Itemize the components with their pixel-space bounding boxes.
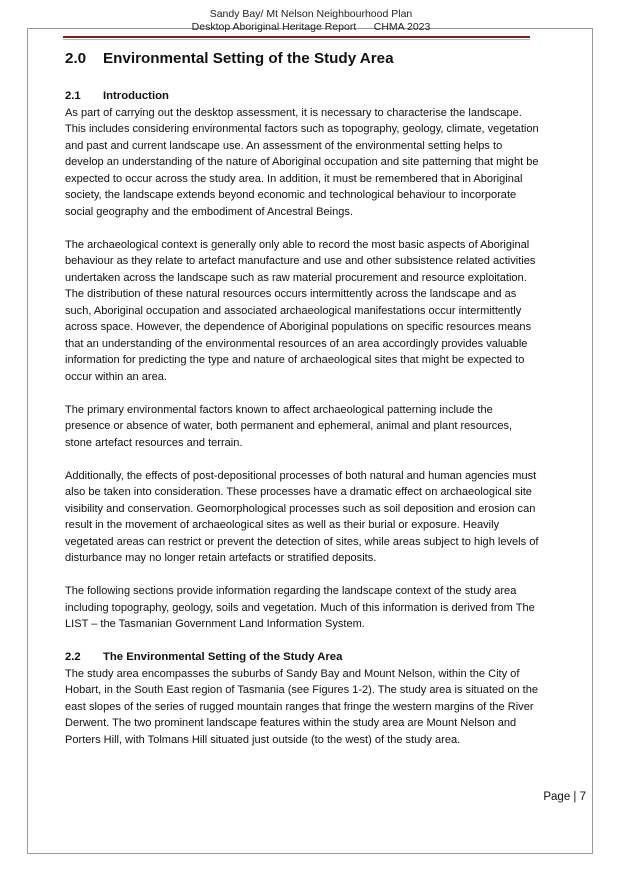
header-title: Sandy Bay/ Mt Nelson Neighbourhood Plan [209, 8, 413, 20]
header-subtitle: Desktop Aboriginal Heritage Report CHMA 2023 [191, 21, 431, 33]
page-number: Page | 7 [543, 791, 586, 803]
subsection-heading-environmental-setting [65, 649, 539, 666]
header-rule [63, 36, 530, 38]
subsection-number: 2.1 [65, 90, 81, 102]
paragraph: Additionally, the effects of post-depositional processes of both natural and human agencies must also be taken into consideration. These processes have a dramatic effect on archaeological site visibility and conservation. Geomorphological processes such as soil deposition and erosion can result in the movement of archaeological sites as well as their burial or exposure. Heavily vegetated areas can restrict or prevent the detection of sites, while areas subject to high levels of disturbance may no longer retain artefacts or stratified deposits. [65, 469, 539, 564]
section-number: 2.0 [65, 50, 87, 67]
subsection-number: 2.2 [65, 651, 81, 663]
paragraph: The following sections provide information regarding the landscape context of the study area including topography, geology, soils and vegetation. Much of this information is derived from The LIST – the Tasmanian Government Land Information System. [65, 585, 535, 630]
subsection-heading-introduction [65, 88, 539, 105]
page-header [0, 8, 622, 34]
page-content [65, 49, 539, 765]
subsection-title: Introduction [103, 90, 169, 102]
section-title: Environmental Setting of the Study Area [103, 50, 394, 67]
paragraph: The primary environmental factors known to affect archaeological patterning include the presence or absence of water, both permanent and ephemeral, animal and plant resources, stone artefact resources and terrain. [65, 403, 513, 449]
header-rule-thin [63, 39, 530, 40]
paragraph: The archaeological context is generally only able to record the most basic aspects of Aboriginal behaviour as they relate to artefact manufacture and use and other subsistence related activities undertaken across the landscape such as raw material procurement and resource exploitation. The distribution of these natural resources occurs intermittently across the landscape and as such, Aboriginal occupation and associated archaeological manifestations occur intermittently across space. However, the dependence of Aboriginal populations on specific resources means that an understanding of the environmental resources of an area accordingly provides valuable information for predicting the type and nature of archaeological sites that might be expected to occur within an area. [65, 238, 536, 383]
section-heading [65, 49, 539, 69]
subsection-title: The Environmental Setting of the Study Area [103, 651, 343, 663]
paragraph: As part of carrying out the desktop assessment, it is necessary to characterise the landscape. This includes considering environmental factors such as topography, geology, climate, vegetation and past and current landscape use. An assessment of the environmental setting helps to develop an understanding of the nature of Aboriginal occupation and site patterning that might be expected to occur across the study area. In addition, it must be remembered that in Aboriginal society, the landscape extends beyond economic and technological behaviour to incorporate social geography and the embodiment of Ancestral Beings. [65, 106, 539, 218]
paragraph: The study area encompasses the suburbs of Sandy Bay and Mount Nelson, within the City of Hobart, in the South East region of Tasmania (see Figures 1-2). The study area is situated on the east slopes of the series of rugged mountain ranges that fringe the western margins of the River Derwent. The two prominent landscape features within the study area are Mount Nelson and Porters Hill, with Tolmans Hill situated just outside (to the west) of the study area. [65, 667, 539, 746]
